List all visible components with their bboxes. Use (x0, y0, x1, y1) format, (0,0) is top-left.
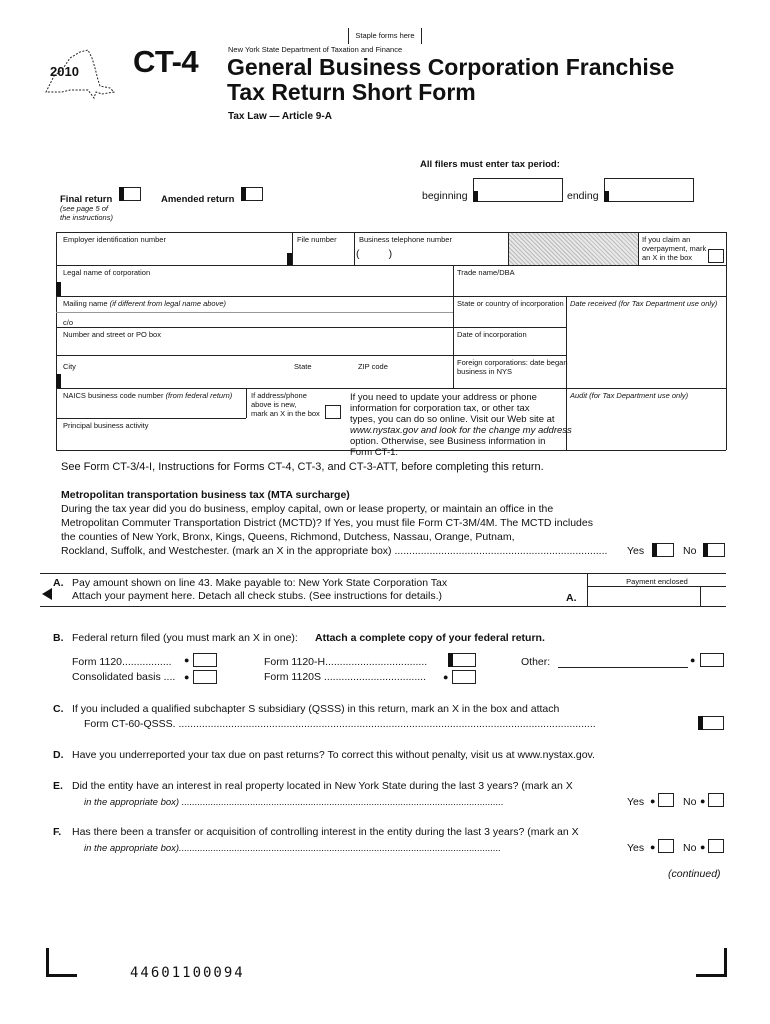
consolidated-dot: ● (184, 672, 190, 682)
form-code: CT-4 (133, 44, 199, 79)
ein-field[interactable] (60, 245, 286, 263)
amended-return-checkbox[interactable] (245, 187, 263, 201)
section-a-box-letter: A. (566, 592, 577, 604)
final-return-label: Final return (60, 194, 113, 205)
section-f-yes-checkbox[interactable] (658, 839, 674, 853)
section-e-yes-label: Yes (627, 796, 645, 808)
continued-note: (continued) (668, 868, 721, 880)
form-1120s-dot: ● (443, 672, 449, 682)
arrow-left-icon (42, 588, 52, 600)
city-marker (56, 374, 61, 388)
co-label: c/o (63, 318, 74, 327)
form-title-line2: Tax Return Short Form (227, 79, 476, 105)
section-c-letter: C. (53, 703, 64, 715)
beginning-date-field[interactable] (473, 178, 563, 202)
final-return-note-1: (see page 5 of (60, 204, 108, 213)
overpayment-note-2: overpayment, mark (642, 244, 707, 253)
form-1120h-checkbox[interactable] (452, 653, 476, 667)
city-label: City (63, 362, 76, 371)
naics-label (63, 391, 232, 401)
mta-yes-label: Yes (627, 545, 645, 557)
section-e-no-label: No (683, 796, 697, 808)
tax-law-ref: Tax Law — Article 9-A (228, 111, 332, 122)
section-e-no-checkbox[interactable] (708, 793, 724, 807)
audit-label: Audit (for Tax Department use only) (570, 391, 689, 400)
mta-no-checkbox[interactable] (707, 543, 725, 557)
mta-yes-checkbox[interactable] (656, 543, 674, 557)
form-1120s-label: Form 1120S ................................... (264, 671, 427, 683)
beginning-marker (473, 191, 478, 202)
update-info-2: information for corporation tax, or other tax (350, 403, 530, 414)
principal-activity-label: Principal business activity (63, 421, 149, 430)
qsss-checkbox[interactable] (702, 716, 724, 730)
ending-date-field[interactable] (604, 178, 694, 202)
legal-name-label: Legal name of corporation (63, 268, 151, 277)
section-e-no-dot: ● (700, 796, 706, 806)
mailing-name-text: Mailing name (63, 299, 108, 308)
file-number-label: File number (297, 235, 337, 244)
address-change-note-2: above is new, (251, 400, 297, 409)
section-f-no-dot: ● (700, 842, 706, 852)
mailing-name-label (63, 299, 226, 309)
section-e-line-1: Did the entity have an interest in real property located in New York State during the last 3 years? (mark an X (72, 780, 573, 792)
section-f-letter: F. (53, 826, 62, 838)
consolidated-label: Consolidated basis .... (72, 671, 176, 683)
form-1120s-checkbox[interactable] (452, 670, 476, 684)
department-use-shaded-area (509, 233, 638, 265)
legal-name-field[interactable] (60, 277, 450, 294)
form-1120-checkbox[interactable] (193, 653, 217, 667)
other-label: Other: (521, 656, 551, 668)
payment-enclosed-field[interactable] (589, 587, 699, 605)
corner-mark-right (696, 948, 727, 977)
naics-note: (from federal return) (165, 391, 233, 400)
zip-label: ZIP code (358, 362, 388, 371)
form-title-line1: General Business Corporation Franchise (227, 54, 675, 80)
section-f-line-1: Has there been a transfer or acquisition of controlling interest in the entity during the last 3 years? (mark an X (72, 826, 579, 838)
foreign-corp-note-2: business in NYS (457, 367, 513, 376)
section-b-letter: B. (53, 632, 64, 644)
update-info-3: types, you can do so online. Visit our Web site at (350, 414, 555, 425)
corner-mark-left (46, 948, 77, 977)
foreign-corp-note-1: Foreign corporations: date began (457, 358, 568, 367)
mta-line-1: During the tax year did you do business, employ capital, own or lease property, or maintain an office in the (61, 503, 554, 515)
section-c-line-2: Form CT-60-QSSS. ............................................................................................................................................... (84, 718, 596, 730)
mailing-name-note: (if different from legal name above) (109, 299, 227, 308)
ending-marker (604, 191, 609, 202)
section-e-yes-checkbox[interactable] (658, 793, 674, 807)
beginning-label: beginning (422, 190, 468, 202)
date-incorporation-label: Date of incorporation (457, 330, 527, 339)
ein-marker (287, 253, 292, 265)
mta-no-label: No (683, 545, 697, 557)
section-e-line-2: in the appropriate box) .......................................................................................................................... (84, 797, 504, 808)
business-phone-label: Business telephone number (359, 235, 452, 244)
section-a-line-2: Attach your payment here. Detach all check stubs. (See instructions for details.) (72, 590, 443, 602)
update-info-4: www.nystax.gov and look for the change my address (350, 425, 572, 436)
naics-text: NAICS business code number (63, 391, 164, 400)
section-f-yes-dot: ● (650, 842, 656, 852)
update-info-6: Form CT-1. (350, 447, 399, 458)
section-f-line-2: in the appropriate box).......................................................................................................................... (84, 843, 502, 854)
section-f-no-label: No (683, 842, 697, 854)
tax-year: 2010 (50, 64, 79, 79)
ending-label: ending (567, 190, 599, 202)
section-b-attach: Attach a complete copy of your federal return. (315, 632, 545, 644)
mta-line-4: Rockland, Suffolk, and Westchester. (mark an X in the appropriate box) ......................................................................... (61, 545, 608, 557)
section-a-line-1: Pay amount shown on line 43. Make payable to: New York State Corporation Tax (72, 577, 448, 589)
mta-line-3: the counties of New York, Bronx, Kings, Queens, Richmond, Dutchess, Nassau, Orange, Putnam, (61, 531, 515, 543)
overpayment-note-3: an X in the box (642, 253, 693, 262)
staple-box (348, 28, 422, 44)
mta-line-2: Metropolitan Commuter Transportation District (MCTD)? If Yes, you must file Form CT-3M/4M. The MCTD includes (61, 517, 593, 529)
address-change-note-1: If address/phone (251, 391, 307, 400)
section-b-text: Federal return filed (you must mark an X in one): (72, 632, 298, 644)
section-a-letter: A. (53, 577, 64, 589)
address-change-note-3: mark an X in the box (251, 409, 320, 418)
state-label: State (294, 362, 312, 371)
see-form-instructions: See Form CT-3/4-I, Instructions for Forms CT-4, CT-3, and CT-3-ATT, before completing this return. (61, 461, 544, 473)
barcode-number: 44601100094 (130, 965, 245, 981)
amended-return-label: Amended return (161, 194, 235, 205)
update-info-5: option. Otherwise, see Business information in (350, 436, 546, 447)
street-field[interactable] (60, 339, 450, 354)
final-return-note-2: the instructions) (60, 213, 113, 222)
legal-name-marker (56, 282, 61, 296)
other-checkbox[interactable] (700, 653, 724, 667)
section-e-letter: E. (53, 780, 63, 792)
form-1120h-label: Form 1120-H................................... (264, 656, 428, 668)
staple-note: Staple forms here (355, 31, 415, 40)
trade-name-label: Trade name/DBA (457, 268, 515, 277)
consolidated-checkbox[interactable] (193, 670, 217, 684)
form-1120-label: Form 1120................. (72, 656, 172, 668)
address-change-checkbox[interactable] (325, 405, 341, 419)
street-label: Number and street or PO box (63, 330, 161, 339)
mta-heading: Metropolitan transportation business tax (MTA surcharge) (61, 489, 350, 501)
phone-field[interactable]: ( ) (356, 248, 393, 260)
update-info-1: If you need to update your address or phone (350, 392, 537, 403)
state-country-label: State or country of incorporation (457, 299, 564, 308)
other-dot: ● (690, 655, 696, 665)
tax-period-heading: All filers must enter tax period: (420, 159, 560, 170)
section-c-line-1: If you included a qualified subchapter S subsidiary (QSSS) in this return, mark an X in the box and attach (72, 703, 560, 715)
section-f-yes-label: Yes (627, 842, 645, 854)
section-d-letter: D. (53, 749, 64, 761)
overpayment-note-1: If you claim an (642, 235, 691, 244)
other-input-line[interactable] (558, 667, 688, 668)
form-1120-dot: ● (184, 655, 190, 665)
date-received-label: Date received (for Tax Department use only) (570, 299, 718, 308)
final-return-checkbox[interactable] (123, 187, 141, 201)
payment-enclosed-label: Payment enclosed (626, 577, 688, 586)
section-e-yes-dot: ● (650, 796, 656, 806)
section-f-no-checkbox[interactable] (708, 839, 724, 853)
section-d-text: Have you underreported your tax due on past returns? To correct this without penalty, visit us at www.nystax.gov. (72, 749, 595, 761)
agency-name: New York State Department of Taxation and Finance (228, 45, 403, 54)
overpayment-checkbox[interactable] (708, 249, 724, 263)
ein-label: Employer identification number (63, 235, 166, 244)
